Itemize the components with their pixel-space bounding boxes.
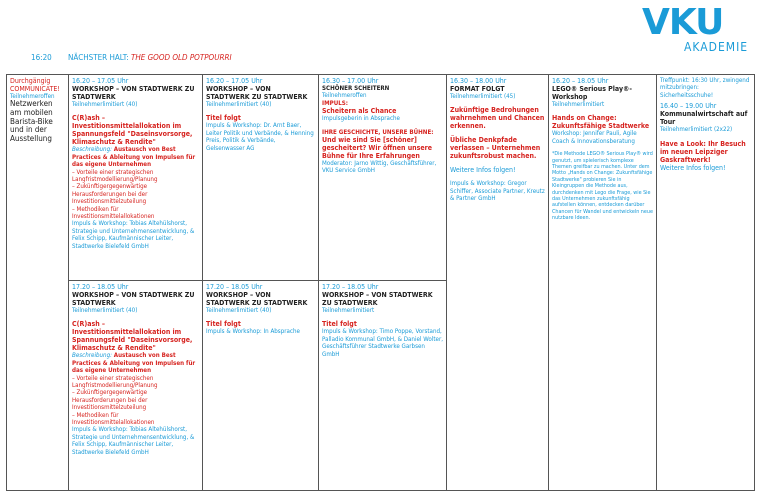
session-limit: Teilnehmerlimitiert (552, 101, 605, 108)
session-title: Kommunalwirtschaft auf Tour (660, 110, 748, 127)
session-limit: Teilnehmerlimitiert (322, 307, 375, 314)
meeting-point: Treffpunkt: 16:30 Uhr, zwingend mitzubringen: Sicherheitsschuhe! (660, 77, 750, 99)
session-type: WORKSHOP – VON STADTWERK ZU STADTWERK (72, 85, 195, 101)
session-time: 16.20 – 18.05 Uhr (552, 77, 609, 85)
header-title: THE GOOD OLD POTPOURRI (130, 53, 232, 62)
impuls-label: IMPULS: (322, 99, 348, 107)
session-speakers: Impuls & Workshop: Tobias Altehülshorst, Strategie und Unternehmensentwicklung, & Felix Schipp, Kaufmännischer Leiter, Stadtwerke Bielefeld GmbH (72, 426, 195, 456)
session-type: WORKSHOP – VON STADTWERK ZU STADTWERK (206, 291, 308, 307)
method-note: *Die Methode LEGO® Serious Play® wird genutzt, um spielerisch komplexe Themen greifbar zu machen. Unter dem Motto „Hands on Change: Zukunftsfähige Stadtwerke" probieren Sie in Kleingruppen die Methode aus, durchdenken mit Lego die Frage, wie Sie das Unternehmen zukunftsfähig aufstellen können, entdecken darüber Chancen für Wandel und entwickeln neue nutzbare Ideen. (552, 151, 653, 222)
logo-sub: AKADEMIE (684, 40, 749, 54)
session-type: LEGO® Serious Play®-Workshop (552, 85, 632, 101)
session-limit: Teilnehmerlimitiert (2x22) (660, 126, 733, 134)
impuls-speaker: Impulsgeberin in Absprache (322, 115, 400, 123)
session-speakers: Impuls & Workshop: Timo Poppe, Vorstand, Palladio Kommunal GmbH, & Daniel Wolter, Geschäftsführer Stadtwerke Garbsen GmbH (322, 328, 443, 358)
session-description: Beschreibung: Austausch von Best Practices & Ableitung von Impulsen für das eigene Unternehmen (72, 146, 196, 169)
session-time: 16.30 – 17.00 Uhr (322, 77, 379, 85)
session-title: C(R)ash – Investitionsmittelallokation im Spannungsfeld "Daseinsvorsorge, Klimaschutz & Rendite" (72, 114, 193, 147)
session-workshop-3b (203, 281, 319, 491)
story-label: IHRE GESCHICHTE, UNSERE BÜHNE: (322, 128, 434, 136)
logo-main: VKU (642, 2, 724, 43)
networking-body: Netzwerken am mobilen Barista-Bike und in der Ausstellung (10, 99, 53, 143)
session-time: 16.20 – 17.05 Uhr (206, 77, 263, 85)
session-type: WORKSHOP – VON STADTWERK ZU STADTWERK (206, 85, 308, 101)
session-title: Hands on Change: Zukunftsfähige Stadtwerke (552, 114, 650, 131)
session-speakers: Impuls & Workshop: Gregor Schiffer, Associate Partner, Kreutz & Partner GmbH (450, 180, 545, 203)
session-networking (7, 75, 69, 491)
session-type: WORKSHOP – VON STADTWERK ZU STADTWERK (72, 291, 195, 307)
session-time: 16.20 – 17.05 Uhr (72, 77, 129, 85)
session-speakers: Workshop: Jennifer Pauli, Agile Coach & Innovationsberatung (552, 130, 637, 145)
session-format-folgt (447, 75, 549, 491)
session-time: 17.20 – 18.05 Uhr (322, 283, 379, 291)
session-title: Titel folgt (206, 114, 241, 123)
session-limit: Teilnehmerlimitiert (40) (72, 101, 138, 108)
session-speakers: Impuls & Workshop: Tobias Altehülshorst, Strategie und Unternehmensentwicklung, & Felix Schipp, Kaufmännischer Leiter, Stadtwerke Bielefeld GmbH (72, 220, 195, 250)
session-limit: Teilnehmerlimitiert (40) (206, 307, 272, 314)
more-info: Weitere Infos folgen! (450, 166, 516, 175)
session-type: FORMAT FOLGT (450, 85, 505, 93)
session-tour (657, 75, 755, 491)
moderator: Moderator: Jarno Wittig, Geschäftsführer, VKU Service GmbH (322, 160, 437, 175)
session-limit: Teilnehmerlimitiert (40) (72, 307, 138, 314)
session-description: Beschreibung: Austausch von Best Practices & Ableitung von Impulsen für das eigene Unternehmen (72, 352, 196, 375)
session-type: SCHÖNER SCHEITERN (322, 85, 390, 92)
networking-access: Teilnehmeroffen (10, 93, 55, 100)
session-bullets: – Vorteile einer strategischen Langfristmodellierung/Planung – Zukünftigergegenwärtige Herausforderungen bei der Investitionsmittelzuteilung – Methodiken für Investitionsmittelallokationen (72, 168, 158, 221)
networking-title: Durchgängig COMMUNICATE! (10, 77, 60, 93)
session-lego-workshop (549, 75, 657, 491)
session-speakers: Impuls & Workshop: Dr. Arnt Baer, Leiter Politik und Verbände, & Henning Preis, Politik & Verbände, Gelsenwasser AG (206, 122, 314, 152)
session-time: 16.40 – 19.00 Uhr (660, 102, 717, 111)
session-schoener-scheitern (319, 75, 447, 281)
session-crash-2 (69, 281, 203, 491)
session-bullets: – Vorteile einer strategischen Langfristmodellierung/Planung – Zukünftigergegenwärtige Herausforderungen bei der Investitionsmittelzuteilung – Methodiken für Investitionsmittelallokationen (72, 374, 158, 427)
session-time: 17.20 – 18.05 Uhr (72, 283, 129, 291)
session-title-2: Übliche Denkpfade verlassen – Unternehmen zukunftsrobust machen. (450, 136, 541, 161)
header-label: NÄCHSTER HALT: (68, 53, 129, 62)
vku-akademie-logo (642, 2, 749, 54)
session-title: Titel folgt (206, 320, 241, 329)
session-workshop-4b (319, 281, 447, 491)
program-header (31, 53, 232, 62)
session-time: 17.20 – 18.05 Uhr (206, 283, 263, 291)
session-limit: Teilnehmeroffen (322, 92, 367, 100)
session-type: WORKSHOP – VON STADTWERK ZU STADTWERK (322, 291, 433, 307)
session-limit: Teilnehmerlimitiert (40) (206, 101, 272, 108)
session-speakers: Impuls & Workshop: In Absprache (206, 328, 300, 336)
session-limit: Teilnehmerlimitiert (45) (450, 93, 516, 100)
impuls-title: Scheitern als Chance (322, 107, 397, 116)
session-crash-1 (69, 75, 203, 281)
session-time: 16.30 – 18.00 Uhr (450, 77, 507, 85)
session-title: C(R)ash – Investitionsmittelallokation im Spannungsfeld "Daseinsvorsorge, Klimaschutz & Rendite" (72, 320, 193, 353)
session-title: Titel folgt (322, 320, 357, 329)
session-title-1: Zukünftige Bedrohungen wahrnehmen und Chancen erkennen. (450, 106, 545, 131)
more-info: Weitere Infos folgen! (660, 163, 726, 172)
session-workshop-3a (203, 75, 319, 281)
header-time: 16:20 (31, 53, 52, 62)
have-a-look: Have a Look: Ihr Besuch im neuen Leipziger Gaskraftwerk! (660, 139, 746, 164)
story-title: Und wie sind Sie [schöner] gescheitert? Wir öffnen unsere Bühne für Ihre Erfahrungen (322, 136, 433, 161)
schedule-table (6, 74, 755, 491)
